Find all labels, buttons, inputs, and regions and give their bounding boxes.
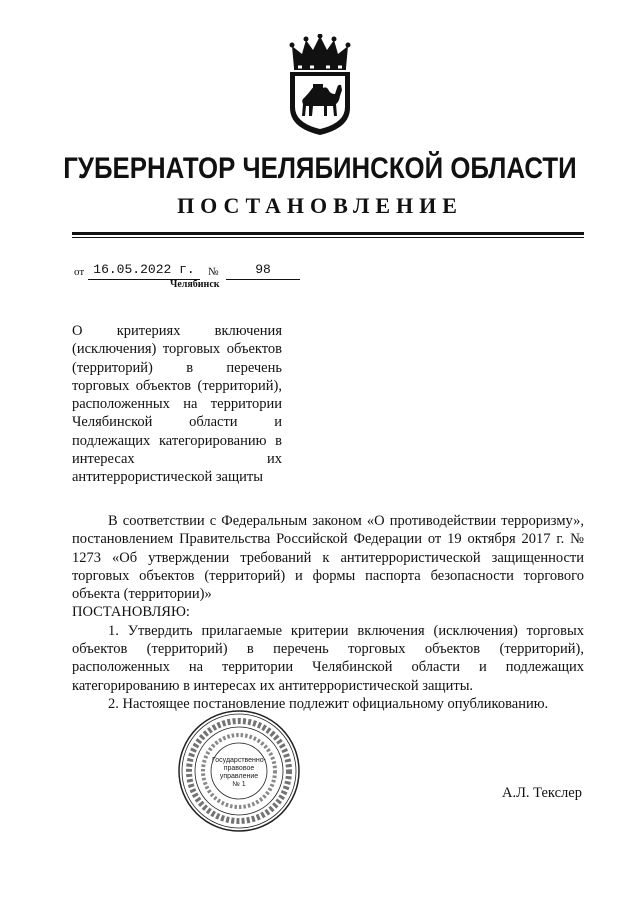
document-type: ПОСТАНОВЛЕНИЕ xyxy=(177,193,463,218)
item-1-paragraph: 1. Утвердить прилагаемые критерии включения (исключения) торговых объектов (территорий) в перечень торговых объектов (территорий), расположенных на территории Челябинской области и подлежащих категорированию в интересах их антитеррористической защиты. xyxy=(72,622,584,694)
header-divider-thin xyxy=(72,237,584,238)
stamp-line-3: управление xyxy=(219,773,259,780)
city-label: Челябинск xyxy=(170,279,220,290)
header-divider-thick xyxy=(72,232,584,235)
signatory-name: А.Л. Текслер xyxy=(502,785,582,801)
document-subject: О критериях включения (исключения) торговых объектов (территорий) в перечень торговых объектов (территорий), расположенных на территории Челябинской области и подлежащих категорированию в интересах их антитеррористической защиты xyxy=(72,323,282,486)
official-seal-stamp-icon xyxy=(176,708,302,834)
stamp-line-2: правовое xyxy=(223,765,255,772)
organization-title: ГУБЕРНАТОР ЧЕЛЯБИНСКОЙ ОБЛАСТИ xyxy=(63,152,577,185)
document-body xyxy=(72,512,584,713)
document-number: 98 xyxy=(226,262,300,280)
date-prefix: от xyxy=(74,266,85,278)
item-2-paragraph: 2. Настоящее постановление подлежит официальному опубликованию. xyxy=(108,695,549,712)
document-date: 16.05.2022 г. xyxy=(88,262,200,280)
preamble-paragraph: В соответствии с Федеральным законом «О противодействии терроризму», постановлением Правительства Российской Федерации от 19 октября 2017 г. № 1273 «Об утверждении требований к антитеррористической защищенности торговых объектов (территорий) и формы паспорта безопасности торгового объекта (территории)» xyxy=(72,513,584,603)
number-prefix: № xyxy=(208,266,219,278)
stamp-line-1: Государственно- xyxy=(211,757,267,764)
stamp-line-4: № 1 xyxy=(232,781,246,788)
coat-of-arms-icon xyxy=(280,34,360,136)
resolves-heading: ПОСТАНОВЛЯЮ: xyxy=(72,604,190,621)
